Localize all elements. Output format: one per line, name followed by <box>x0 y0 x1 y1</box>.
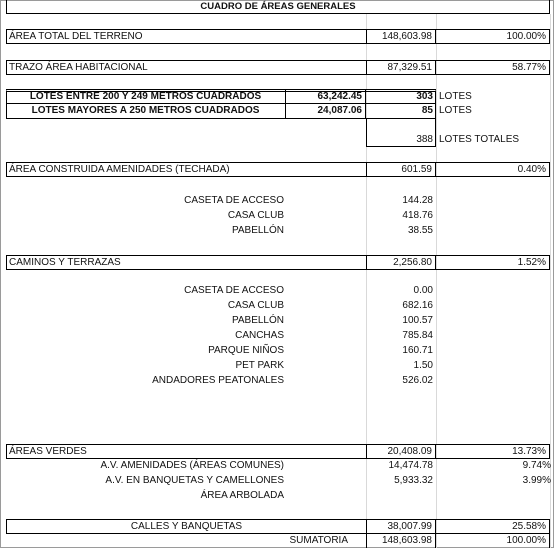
row-caminos <box>6 255 550 270</box>
caminos-item-label: CASETA DE ACCESO <box>184 285 284 296</box>
area-total-percent: 100.00% <box>436 29 550 44</box>
amenidades-item-label: CASA CLUB <box>227 210 284 221</box>
sumatoria-percent: 100.00% <box>436 534 550 548</box>
row-area-total <box>6 29 550 44</box>
amenidades-value: 601.59 <box>366 162 436 177</box>
trazo-label: TRAZO ÁREA HABITACIONAL <box>6 60 366 75</box>
row-sumatoria <box>6 534 550 548</box>
amenidades-percent: 0.40% <box>436 162 550 177</box>
caminos-item-value: 0.00 <box>413 285 433 296</box>
caminos-item-value: 682.16 <box>402 300 433 311</box>
verdes-item-percent: 3.99% <box>522 475 551 486</box>
verdes-item-percent: 9.74% <box>522 460 551 471</box>
caminos-item-value: 1.50 <box>413 360 433 371</box>
row-calles <box>6 519 550 534</box>
amenidades-item-value: 144.28 <box>402 195 433 206</box>
verdes-item-label: ÁREA ARBOLADA <box>200 490 284 501</box>
caminos-item-label: ANDADORES PEATONALES <box>152 375 284 386</box>
lotes-2-count: 85 <box>421 105 433 116</box>
lotes-totales-label: LOTES TOTALES <box>439 134 520 145</box>
caminos-item-value: 785.84 <box>402 330 433 341</box>
trazo-percent: 58.77% <box>436 60 550 75</box>
row-verdes <box>6 444 550 459</box>
lotes-2-area: 24,087.06 <box>286 104 366 119</box>
verdes-item-value: 5,933.32 <box>394 475 433 486</box>
lotes-2-unit: LOTES <box>439 105 472 116</box>
lotes-1-area: 63,242.45 <box>286 90 366 105</box>
verdes-percent: 13.73% <box>436 444 550 459</box>
lotes-1-count: 303 <box>416 91 433 102</box>
caminos-item-label: PABELLÓN <box>231 315 284 326</box>
caminos-item-label: PARQUE NIÑOS <box>208 345 284 356</box>
verdes-label: ÁREAS VERDES <box>6 444 366 459</box>
caminos-label: CAMINOS Y TERRAZAS <box>6 255 366 270</box>
row-trazo <box>6 60 550 75</box>
row-lotes-2 <box>6 103 436 118</box>
lotes-1-label: LOTES ENTRE 200 Y 249 METROS CUADRADOS <box>6 90 286 105</box>
page-title: CUADRO DE ÁREAS GENERALES <box>6 0 550 14</box>
row-amenidades <box>6 162 550 177</box>
amenidades-item-value: 418.76 <box>402 210 433 221</box>
caminos-value: 2,256.80 <box>366 255 436 270</box>
amenidades-item-value: 38.55 <box>407 225 433 236</box>
amenidades-item-label: CASETA DE ACCESO <box>184 195 284 206</box>
caminos-item-label: CASA CLUB <box>227 300 284 311</box>
amenidades-label: ÁREA CONSTRUIDA AMENIDADES (TECHADA) <box>6 162 366 177</box>
area-total-value: 148,603.98 <box>366 29 436 44</box>
area-total-label: ÁREA TOTAL DEL TERRENO <box>6 29 366 44</box>
sumatoria-label: SUMATORIA <box>289 535 348 546</box>
verdes-item-label: A.V. AMENIDADES (ÁREAS COMUNES) <box>100 460 284 471</box>
calles-percent: 25.58% <box>436 519 550 534</box>
lotes-1-unit: LOTES <box>439 91 472 102</box>
caminos-item-label: CANCHAS <box>235 330 284 341</box>
caminos-item-value: 100.57 <box>402 315 433 326</box>
caminos-item-label: PET PARK <box>235 360 284 371</box>
caminos-item-value: 526.02 <box>402 375 433 386</box>
calles-label: CALLES Y BANQUETAS <box>6 519 366 534</box>
amenidades-item-label: PABELLÓN <box>231 225 284 236</box>
caminos-percent: 1.52% <box>436 255 550 270</box>
caminos-item-value: 160.71 <box>402 345 433 356</box>
trazo-value: 87,329.51 <box>366 60 436 75</box>
calles-value: 38,007.99 <box>366 519 436 534</box>
verdes-item-value: 14,474.78 <box>388 460 433 471</box>
lotes-totales-count: 388 <box>416 134 433 145</box>
sumatoria-value: 148,603.98 <box>366 534 436 548</box>
verdes-item-label: A.V. EN BANQUETAS Y CAMELLONES <box>105 475 284 486</box>
lotes-2-label: LOTES MAYORES A 250 METROS CUADRADOS <box>6 104 286 119</box>
verdes-value: 20,408.09 <box>366 444 436 459</box>
